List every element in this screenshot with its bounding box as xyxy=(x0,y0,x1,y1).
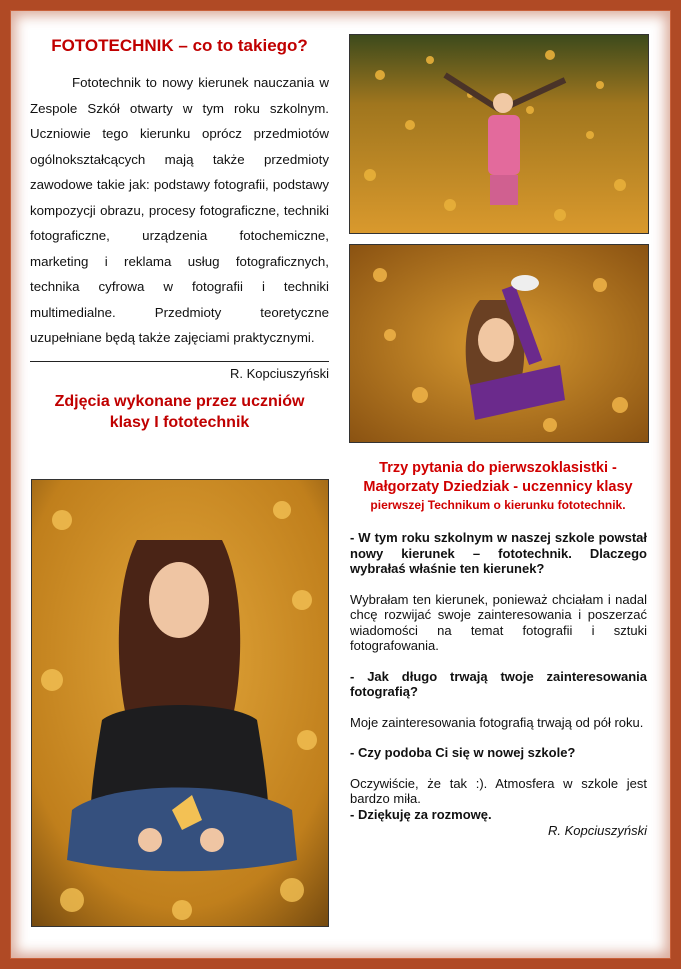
photo-girl-lying-in-leaves xyxy=(349,244,649,443)
photos-caption-line1: Zdjęcia wykonane przez uczniów xyxy=(54,392,305,410)
article-intro: Fototechnik to nowy kierunek nauczania w Zespole Szkół otwarty w tym roku szkolnym. Uczniowie tego kierunku oprócz przedmiotów ogólnokształcących mają także przedmioty zawodowe takie jak: podstawy fotografii, podstawy kompozycji obrazu, procesy fotograficzne, techniki fotograficzne, urządzenia fotochemiczne, marketing i reklama usług fotograficznych, technika cyfrowa w fotografii i techniki multimedialne. Przedmioty teoretyczne uzupełniane będą także zajęciami praktycznymi. xyxy=(30,75,329,345)
interview-answer-2: Moje zainteresowania fotografią trwają od pół roku. xyxy=(350,714,644,730)
photo-girl-sitting-in-leaves-image xyxy=(32,480,328,926)
photo-girl-throwing-leaves-image xyxy=(350,35,648,233)
interview-title-line1: Trzy pytania do pierwszoklasistki - xyxy=(379,460,617,476)
interview-signature: R. Kopciuszyński xyxy=(548,823,647,838)
interview-body xyxy=(350,530,647,839)
photo-girl-throwing-leaves xyxy=(349,34,649,234)
interview-closing: - Dziękuję za rozmowę. xyxy=(350,806,492,822)
interview-title-line3: pierwszej Technikum o kierunku fototechnik. xyxy=(370,498,626,512)
article-title: FOTOTECHNIK – co to takiego? xyxy=(51,36,308,55)
interview-answer-3: Oczywiście, że tak :). Atmosfera w szkole jest bardzo miła. xyxy=(350,775,647,806)
photos-caption-line2: klasy I fototechnik xyxy=(109,413,250,431)
interview-title-line2: Małgorzaty Dziedziak - uczennicy klasy xyxy=(363,479,633,495)
interview-question-1: - W tym roku szkolnym w naszej szkole powstał nowy kierunek – fototechnik. Dlaczego wybrałaś właśnie ten kierunek? xyxy=(350,530,647,576)
interview-question-3: - Czy podoba Ci się w nowej szkole? xyxy=(350,745,576,760)
interview-answer-1: Wybrałam ten kierunek, ponieważ chciałam i nadal chcę rozwijać swoje zainteresowania i poszerzać wiadomości na temat fotografii i sztuki fotografowania. xyxy=(350,591,647,653)
photo-girl-sitting-in-leaves xyxy=(31,479,329,927)
photos-caption xyxy=(30,391,329,433)
photo-girl-lying-in-leaves-image xyxy=(350,245,648,442)
interview-question-2: - Jak długo trwają twoje zainteresowania fotografią? xyxy=(350,668,647,699)
interview-title xyxy=(348,459,648,513)
left-column xyxy=(30,34,329,433)
article-author: R. Kopciuszyński xyxy=(30,361,329,381)
